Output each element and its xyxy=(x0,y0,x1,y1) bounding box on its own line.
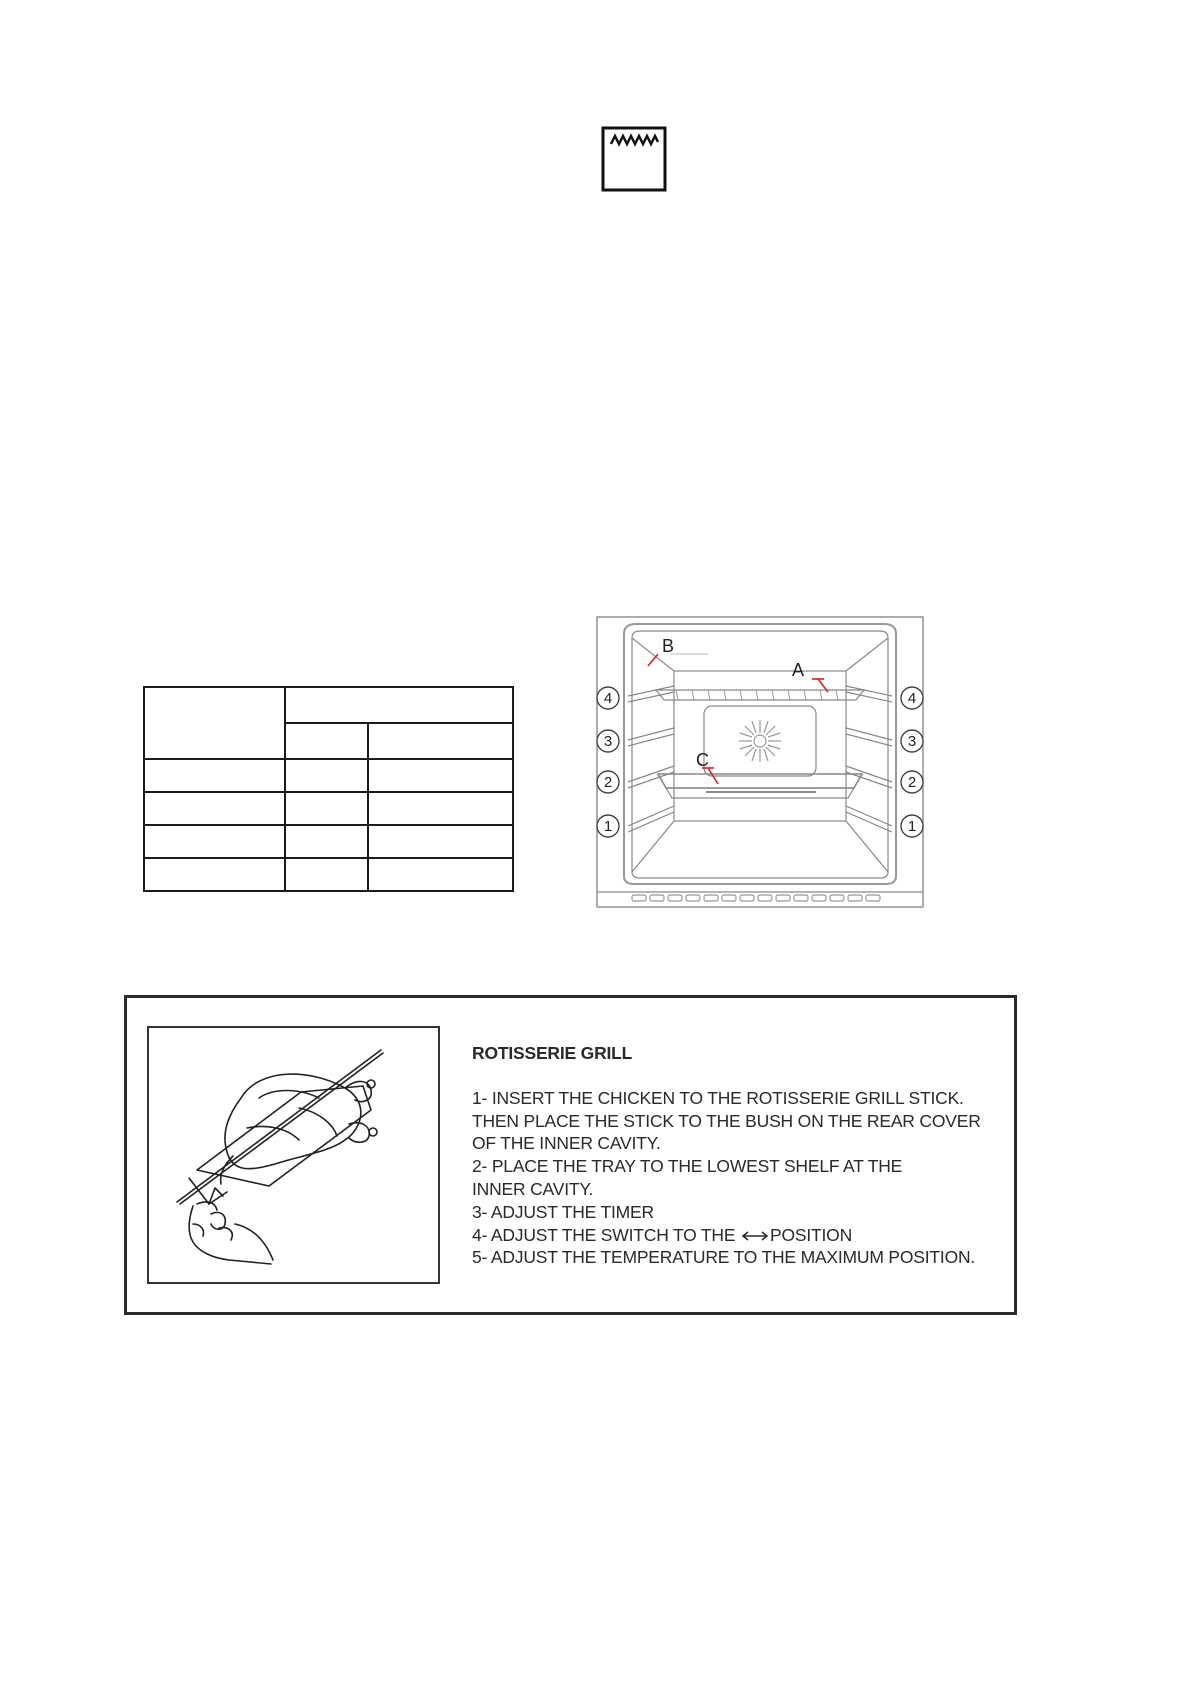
table-cell xyxy=(144,792,285,825)
rotisserie-instructions xyxy=(472,1042,1002,1269)
label-c: C xyxy=(696,750,709,770)
grill-symbol-icon xyxy=(601,126,667,192)
shelf-number-right-3: 3 xyxy=(907,733,917,750)
shelf-number-right-4: 4 xyxy=(907,690,917,707)
instruction-line: OF THE INNER CAVITY. xyxy=(472,1133,661,1154)
instruction-line-step-4 xyxy=(472,1224,1002,1247)
table-cell xyxy=(144,759,285,792)
shelf-number-left-3: 3 xyxy=(603,733,613,750)
table-cell xyxy=(285,759,368,792)
table-cell xyxy=(285,723,368,759)
step-4-text-start: 4- ADJUST THE SWITCH TO THE xyxy=(472,1224,736,1245)
table-cell xyxy=(144,825,285,858)
table-cell xyxy=(285,687,513,723)
double-arrow-icon xyxy=(740,1230,770,1242)
rotisserie-title: ROTISSERIE GRILL xyxy=(472,1043,633,1063)
table-cell xyxy=(368,723,513,759)
table-cell xyxy=(144,858,285,891)
shelf-number-right-2: 2 xyxy=(907,774,917,791)
table-cell xyxy=(144,687,285,759)
chicken-on-spit-illustration xyxy=(149,1028,438,1282)
shelf-number-right-1: 1 xyxy=(907,818,917,835)
instruction-line: INNER CAVITY. xyxy=(472,1178,594,1199)
table-row xyxy=(144,825,513,858)
rotisserie-illustration-frame xyxy=(147,1026,440,1284)
table-cell xyxy=(285,792,368,825)
shelf-number-left-2: 2 xyxy=(603,774,613,791)
label-a: A xyxy=(792,660,805,680)
instruction-line: 5- ADJUST THE TEMPERATURE TO THE MAXIMUM POSITION. xyxy=(472,1247,976,1268)
oven-cavity-diagram xyxy=(596,616,924,908)
instruction-line: 3- ADJUST THE TIMER xyxy=(472,1201,654,1222)
table-row xyxy=(144,687,513,723)
instruction-line: THEN PLACE THE STICK TO THE BUSH ON THE REAR COVER xyxy=(472,1110,981,1131)
label-b: B xyxy=(662,636,675,656)
shelf-number-left-4: 4 xyxy=(603,690,613,707)
step-4-text-end: POSITION xyxy=(769,1224,853,1245)
table-cell xyxy=(285,858,368,891)
table-cell xyxy=(368,759,513,792)
table-row xyxy=(144,759,513,792)
table-row xyxy=(144,858,513,891)
instruction-line: 1- INSERT THE CHICKEN TO THE ROTISSERIE GRILL STICK. xyxy=(472,1087,964,1108)
table-cell xyxy=(285,825,368,858)
shelf-position-table xyxy=(143,686,514,892)
shelf-number-left-1: 1 xyxy=(603,818,613,835)
instruction-line: 2- PLACE THE TRAY TO THE LOWEST SHELF AT THE xyxy=(472,1156,903,1177)
table-cell xyxy=(368,792,513,825)
table-row xyxy=(144,792,513,825)
table-cell xyxy=(368,858,513,891)
table-cell xyxy=(368,825,513,858)
rotisserie-instructions-box xyxy=(124,995,1017,1315)
